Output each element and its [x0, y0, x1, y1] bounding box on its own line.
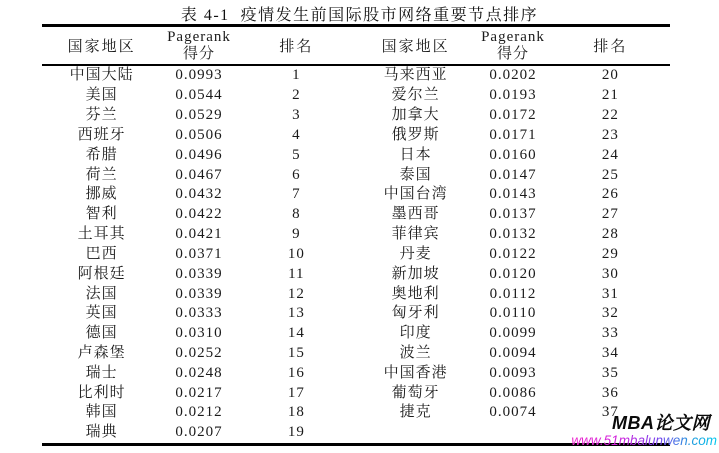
country-cell-left: 瑞典 [85, 424, 118, 441]
pagerank-score-cell-left: 0.0248 [175, 364, 223, 381]
country-cell-left: 美国 [85, 87, 118, 104]
rank-cell-right: 33 [601, 325, 619, 342]
table-row [42, 86, 670, 106]
header-country-right [356, 26, 475, 66]
rank-cell-right: 23 [601, 126, 619, 143]
watermark-url: www.51mbalunwen.com [571, 433, 717, 448]
pagerank-score-cell-left: 0.0310 [175, 325, 223, 342]
pagerank-score-cell-right: 0.0093 [489, 364, 537, 381]
rank-cell-left: 6 [292, 166, 301, 183]
table-header [42, 26, 670, 66]
country-cell-right: 中国香港 [383, 364, 448, 381]
pagerank-score-cell-left: 0.0506 [175, 126, 223, 143]
country-cell-left: 阿根廷 [77, 265, 126, 282]
rank-cell-left: 7 [292, 186, 301, 203]
rank-cell-right: 34 [601, 345, 619, 361]
pagerank-score-cell-right: 0.0171 [489, 126, 537, 143]
country-cell-right: 加拿大 [391, 107, 440, 124]
header-rank-left-label: 排名 [279, 39, 314, 55]
pagerank-score-cell-right: 0.0112 [489, 285, 537, 302]
pagerank-score-cell-right: 0.0160 [489, 146, 537, 163]
rank-cell-left: 2 [292, 87, 301, 104]
country-cell-left: 韩国 [85, 404, 118, 421]
rank-cell-right: 36 [601, 384, 619, 401]
header-country-left-label: 国家地区 [67, 39, 136, 55]
pagerank-score-cell-right: 0.0193 [489, 87, 537, 104]
country-cell-left: 法国 [85, 285, 118, 302]
rank-cell-right: 31 [601, 285, 619, 302]
pagerank-score-cell-left: 0.0544 [175, 87, 223, 104]
rank-cell-right: 24 [601, 146, 619, 163]
table-row [42, 244, 670, 264]
pagerank-score-cell-left: 0.0333 [175, 305, 223, 322]
pagerank-score-cell-left: 0.0467 [175, 166, 223, 183]
table-row [42, 363, 670, 383]
header-pagerank-left-line2: 得分 [182, 45, 215, 62]
pagerank-score-cell-left: 0.0371 [175, 245, 223, 262]
country-cell-right: 奥地利 [391, 285, 440, 302]
country-cell-left: 智利 [85, 206, 118, 223]
rank-cell-left: 4 [292, 126, 301, 143]
pagerank-score-cell-left: 0.0421 [175, 226, 223, 243]
table-row [42, 225, 670, 245]
country-cell-left: 卢森堡 [77, 345, 126, 361]
rank-cell-left: 19 [287, 424, 305, 441]
rank-cell-left: 5 [292, 146, 301, 163]
rank-cell-right: 29 [601, 245, 619, 262]
table-row [42, 264, 670, 284]
header-rank-right-label: 排名 [593, 39, 628, 55]
rank-cell-right: 26 [601, 186, 619, 203]
pagerank-score-cell-left: 0.0529 [175, 107, 223, 124]
pagerank-score-cell-right: 0.0172 [489, 107, 537, 124]
country-cell-right: 葡萄牙 [391, 384, 440, 401]
country-cell-right: 菲律宾 [391, 226, 440, 243]
pagerank-score-cell-right: 0.0202 [489, 67, 537, 84]
table-row [42, 344, 670, 364]
pagerank-score-cell-right: 0.0132 [489, 226, 537, 243]
header-row [42, 26, 670, 66]
country-cell-left: 瑞士 [85, 364, 118, 381]
country-cell-right: 捷克 [399, 404, 432, 421]
country-cell-left: 巴西 [85, 245, 118, 262]
rank-cell-right: 20 [601, 67, 619, 84]
rank-cell-left: 11 [288, 265, 305, 282]
pagerank-score-cell-left: 0.0432 [175, 186, 223, 203]
pagerank-score-cell-right: 0.0143 [489, 186, 537, 203]
rank-cell-left: 10 [287, 245, 305, 262]
rank-cell-right: 27 [601, 206, 619, 223]
country-cell-right [356, 423, 475, 444]
pagerank-score-cell-right: 0.0074 [489, 404, 537, 421]
rank-cell-right: 21 [601, 87, 619, 104]
pagerank-score-cell-right: 0.0086 [489, 384, 537, 401]
table-row [42, 125, 670, 145]
table-row [42, 324, 670, 344]
table-row [42, 304, 670, 324]
rank-cell-left: 1 [292, 67, 301, 84]
country-cell-left: 希腊 [85, 146, 118, 163]
rank-cell-right: 30 [601, 265, 619, 282]
table-row [42, 65, 670, 86]
country-cell-left: 德国 [85, 325, 118, 342]
country-cell-left: 荷兰 [85, 166, 118, 183]
pagerank-score-cell-left: 0.0217 [175, 384, 223, 401]
rank-cell-left: 15 [287, 345, 305, 361]
pagerank-score-cell-right: 0.0120 [489, 265, 537, 282]
table-row [42, 106, 670, 126]
country-cell-right: 丹麦 [399, 245, 432, 262]
country-cell-right: 新加坡 [391, 265, 440, 282]
country-cell-right: 爱尔兰 [391, 87, 440, 104]
country-cell-right: 墨西哥 [391, 206, 440, 223]
pagerank-score-cell-left: 0.0422 [175, 206, 223, 223]
header-rank-left [237, 26, 356, 66]
pagerank-score-cell-left: 0.0252 [175, 345, 223, 361]
pagerank-score-cell-right: 0.0094 [489, 345, 537, 361]
rank-cell-right: 35 [601, 364, 619, 381]
pagerank-score-cell-right: 0.0099 [489, 325, 537, 342]
rank-cell-left: 14 [287, 325, 305, 342]
rank-cell-left: 13 [287, 305, 305, 322]
pagerank-score-cell-right: 0.0122 [489, 245, 537, 262]
rank-cell-left: 8 [292, 206, 301, 223]
rank-cell-right: 32 [601, 305, 619, 322]
rank-cell-left: 17 [287, 384, 305, 401]
header-country-right-label: 国家地区 [381, 39, 450, 55]
country-cell-left: 土耳其 [77, 226, 126, 243]
rank-cell-right: 22 [601, 107, 619, 124]
pagerank-score-cell-right [475, 423, 550, 444]
table-body [42, 65, 670, 444]
rank-cell-right: 25 [601, 166, 619, 183]
header-country-left [42, 26, 161, 66]
rank-cell-left: 3 [292, 107, 301, 124]
country-cell-left: 西班牙 [77, 126, 126, 143]
rank-cell-left: 16 [287, 364, 305, 381]
pagerank-score-cell-left: 0.0339 [175, 285, 223, 302]
country-cell-right: 波兰 [399, 345, 432, 361]
country-cell-left: 英国 [85, 305, 118, 322]
country-cell-right: 日本 [399, 146, 432, 163]
pagerank-score-cell-left: 0.0993 [175, 67, 223, 84]
rank-cell-right: 37 [601, 404, 619, 421]
country-cell-left: 挪威 [85, 186, 118, 203]
rank-cell-left: 9 [292, 226, 301, 243]
table-row [42, 185, 670, 205]
country-cell-right: 匈牙利 [391, 305, 440, 322]
header-pagerank-right [475, 26, 550, 66]
table-row [42, 145, 670, 165]
pagerank-score-cell-left: 0.0207 [175, 424, 223, 441]
header-pagerank-left-line1: Pagerank [167, 28, 231, 45]
header-pagerank-right-line2: 得分 [496, 45, 529, 62]
table-row [42, 165, 670, 185]
rank-cell-right: 28 [601, 226, 619, 243]
country-cell-right: 印度 [399, 325, 432, 342]
rank-cell-left: 12 [287, 285, 305, 302]
rank-cell-left: 18 [287, 404, 305, 421]
country-cell-right: 马来西亚 [383, 67, 448, 84]
pagerank-table [42, 24, 670, 446]
country-cell-left: 中国大陆 [69, 67, 134, 84]
pagerank-score-cell-right: 0.0137 [489, 206, 537, 223]
table-row [42, 383, 670, 403]
watermark [571, 414, 717, 448]
table-row [42, 284, 670, 304]
country-cell-right: 俄罗斯 [391, 126, 440, 143]
pagerank-score-cell-left: 0.0212 [175, 404, 223, 421]
country-cell-right: 泰国 [399, 166, 432, 183]
table-caption: 表 4-1 疫情发生前国际股市网络重要节点排序 [180, 7, 539, 24]
country-cell-left: 芬兰 [85, 107, 118, 124]
header-pagerank-left [161, 26, 236, 66]
header-rank-right [551, 26, 670, 66]
table-row [42, 205, 670, 225]
pagerank-score-cell-right: 0.0110 [489, 305, 537, 322]
header-pagerank-right-line1: Pagerank [481, 28, 545, 45]
pagerank-score-cell-left: 0.0339 [175, 265, 223, 282]
country-cell-right: 中国台湾 [383, 186, 448, 203]
pagerank-score-cell-left: 0.0496 [175, 146, 223, 163]
pagerank-score-cell-right: 0.0147 [489, 166, 537, 183]
country-cell-left: 比利时 [77, 384, 126, 401]
watermark-brand: MBA论文网 [612, 413, 710, 433]
